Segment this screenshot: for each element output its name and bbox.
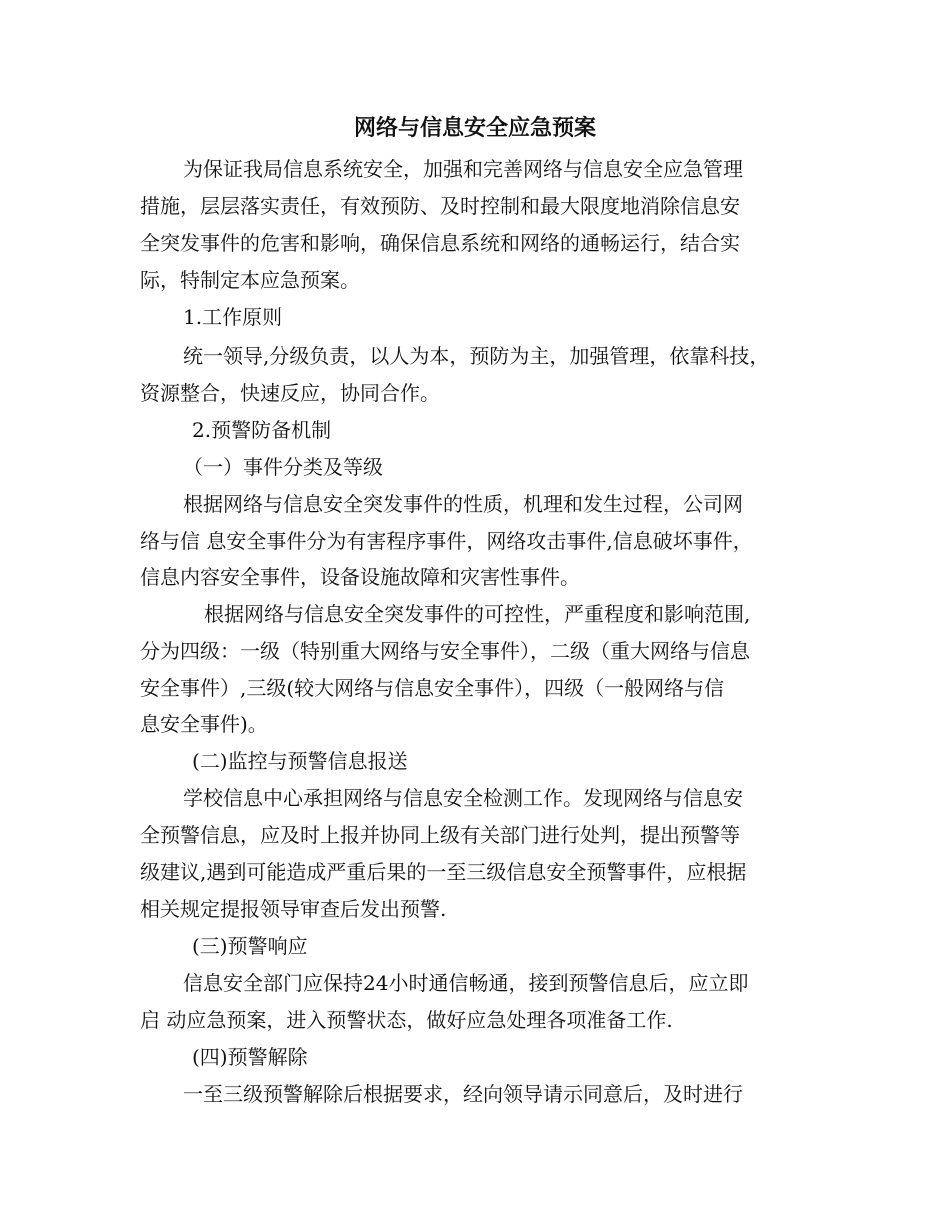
paragraph-line: 级建议,遇到可能造成严重后果的一至三级信息安全预警事件，应根据	[140, 860, 747, 884]
subsection-heading: （一）事件分类及等级	[183, 455, 383, 479]
paragraph-line: 启 动应急预案，进入预警状态，做好应急处理各项准备工作.	[140, 1008, 673, 1032]
paragraph-line: 络与信 息安全事件分为有害程序事件，网络攻击事件,信息破坏事件，	[140, 529, 753, 553]
paragraph-line: 根据网络与信息安全突发事件的性质，机理和发生过程，公司网	[183, 492, 743, 516]
paragraph-line: 分为四级：一级（特别重大网络与安全事件），二级（重大网络与信息	[140, 639, 750, 663]
paragraph-line: 根据网络与信息安全突发事件的可控性，严重程度和影响范围,	[204, 602, 751, 626]
document-title: 网络与信息安全应急预案	[353, 115, 596, 141]
paragraph-line: 安全事件）,三级(较大网络与信息安全事件），四级（一般网络与信	[140, 676, 725, 700]
paragraph-line: 全预警信息，应及时上报并协同上级有关部门进行处判，提出预警等	[140, 823, 740, 847]
subsection-heading: (四)预警解除	[192, 1045, 308, 1069]
subsection-heading: (三)预警响应	[192, 934, 308, 958]
paragraph-line: 措施，层层落实责任，有效预防、及时控制和最大限度地消除信息安	[140, 194, 740, 218]
paragraph-line: 一至三级预警解除后根据要求，经向领导请示同意后，及时进行	[183, 1082, 743, 1106]
paragraph-line: 资源整合，快速反应，协同合作。	[140, 381, 440, 405]
subsection-heading: (二)监控与预警信息报送	[192, 749, 408, 773]
paragraph-line: 为保证我局信息系统安全，加强和完善网络与信息安全应急管理	[183, 157, 743, 181]
section-heading: 2.预警防备机制	[192, 418, 332, 442]
section-heading: 1.工作原则	[183, 305, 283, 329]
paragraph-line: 全突发事件的危害和影响，确保信息系统和网络的通畅运行，结合实	[140, 231, 740, 255]
paragraph-line: 际，特制定本应急预案。	[140, 268, 360, 292]
paragraph-line: 信息安全部门应保持24小时通信畅通，接到预警信息后，应立即	[183, 971, 749, 995]
paragraph-line: 统一领导,分级负责，以人为本，预防为主，加强管理，依靠科技，	[183, 344, 770, 368]
paragraph-line: 相关规定提报领导审查后发出预警.	[140, 897, 447, 921]
paragraph-line: 学校信息中心承担网络与信息安全检测工作。发现网络与信息安	[183, 786, 743, 810]
paragraph-line: 信息内容安全事件，设备设施故障和灾害性事件。	[140, 565, 580, 589]
paragraph-line: 息安全事件)。	[140, 712, 268, 736]
